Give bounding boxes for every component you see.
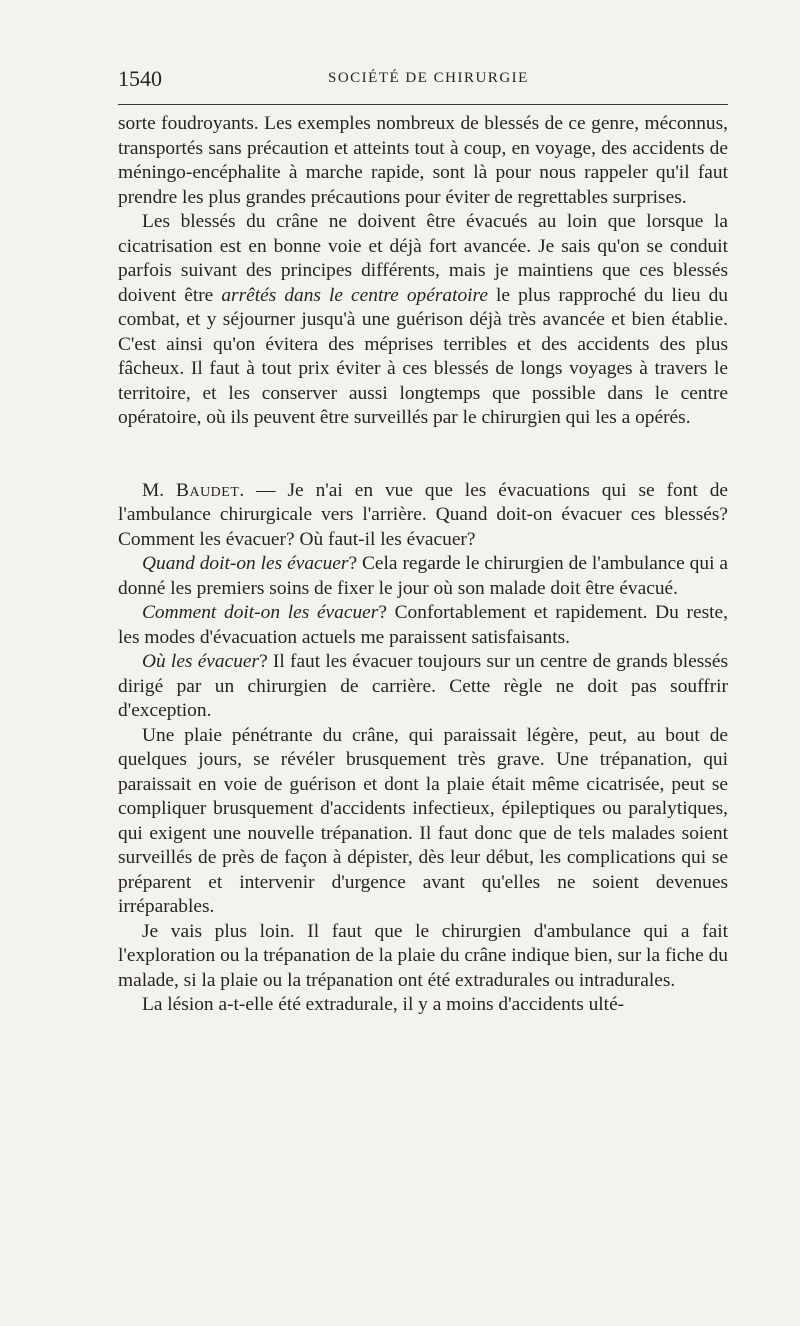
paragraph-speaker-baudet: M. Baudet. — Je n'ai en vue que les évacuations qui se font de l'ambulance chirurgicale vers l'arrière. Quand doit-on évacuer ces blessés? Comment les évacuer? Où faut-il les évacuer? bbox=[118, 479, 729, 550]
running-head bbox=[118, 66, 728, 94]
question-when: Quand doit-on les évacuer bbox=[142, 553, 349, 574]
body-text bbox=[118, 112, 728, 1018]
speaker-name: Baudet bbox=[176, 479, 240, 501]
paragraph-continuation: sorte foudroyants. Les exemples nombreux de blessés de ce genre, méconnus, transportés sans précaution et atteints tout à coup, en voyage, des accidents de méningo-encéphalite à marche rapide, sont là pour nous rappeler qu'il faut prendre les plus grandes précautions pour éviter de regrettables surprises. bbox=[118, 113, 728, 208]
paragraph-further: Je vais plus loin. Il faut que le chirurgien d'ambulance qui a fait l'exploration ou la trépanation de la plaie du crâne indique bien, sur la fiche du malade, si la plaie ou la trépanation ont été extradurales ou intradurales. bbox=[118, 920, 728, 991]
paragraph-how: Comment doit-on les évacuer? Confortablement et rapidement. Du reste, les modes d'évacuation actuels me paraissent satisfaisants. bbox=[118, 602, 728, 648]
running-title: SOCIÉTÉ DE CHIRURGIE bbox=[328, 70, 529, 86]
paragraph-where: Où les évacuer? Il faut les évacuer toujours sur un centre de grands blessés dirigé par un chirurgien de carrière. Cette règle ne doit pas souffrir d'exception. bbox=[118, 651, 728, 721]
paragraph-evacuation-principle: Les blessés du crâne ne doivent être évacués au loin que lorsque la cicatrisation est en bonne voie et déjà fort avancée. Je sais qu'on se conduit parfois suivant des principes différents, mais je maintiens que ces blessés doivent être arrêtés dans le centre opératoire le plus rapproché du lieu du combat, et y séjourner jusqu'à une guérison déjà très avancée et bien établie. C'est ainsi qu'on évitera des méprises terribles et des accidents des plus fâcheux. Il faut à tout prix éviter à ces blessés de longs voyages à travers le territoire, et les conserver aussi longtemps que possible dans le centre opératoire, où ils peuvent être surveillés par le chirurgien qui les a opérés. bbox=[118, 211, 728, 428]
question-how: Comment doit-on les évacuer bbox=[142, 602, 379, 623]
paragraph-when: Quand doit-on les évacuer? Cela regarde le chirurgien de l'ambulance qui a donné les premiers soins de fixer le jour où son malade doit être évacué. bbox=[118, 553, 728, 599]
question-where: Où les évacuer bbox=[142, 651, 260, 672]
page-number: 1540 bbox=[118, 66, 162, 91]
italic-emphasis: arrêtés dans le centre opératoire bbox=[221, 284, 488, 306]
paragraph-lesion: La lésion a-t-elle été extradurale, il y a moins d'accidents ulté- bbox=[142, 994, 625, 1015]
header-rule bbox=[118, 104, 728, 105]
paragraph-wound: Une plaie pénétrante du crâne, qui paraissait légère, peut, au bout de quelques jours, se révéler brusquement très grave. Une trépanation, qui paraissait en voie de guérison et dont la plaie était même cicatrisée, peut se compliquer brusquement d'accidents infectieux, épileptiques ou paralytiques, qui exigent une nouvelle trépanation. Il faut donc que de tels malades soient surveillés de près de façon à dépister, dès leur début, les complications qui se préparent et intervenir d'urgence avant qu'elles ne soient devenues irréparables. bbox=[118, 724, 728, 917]
